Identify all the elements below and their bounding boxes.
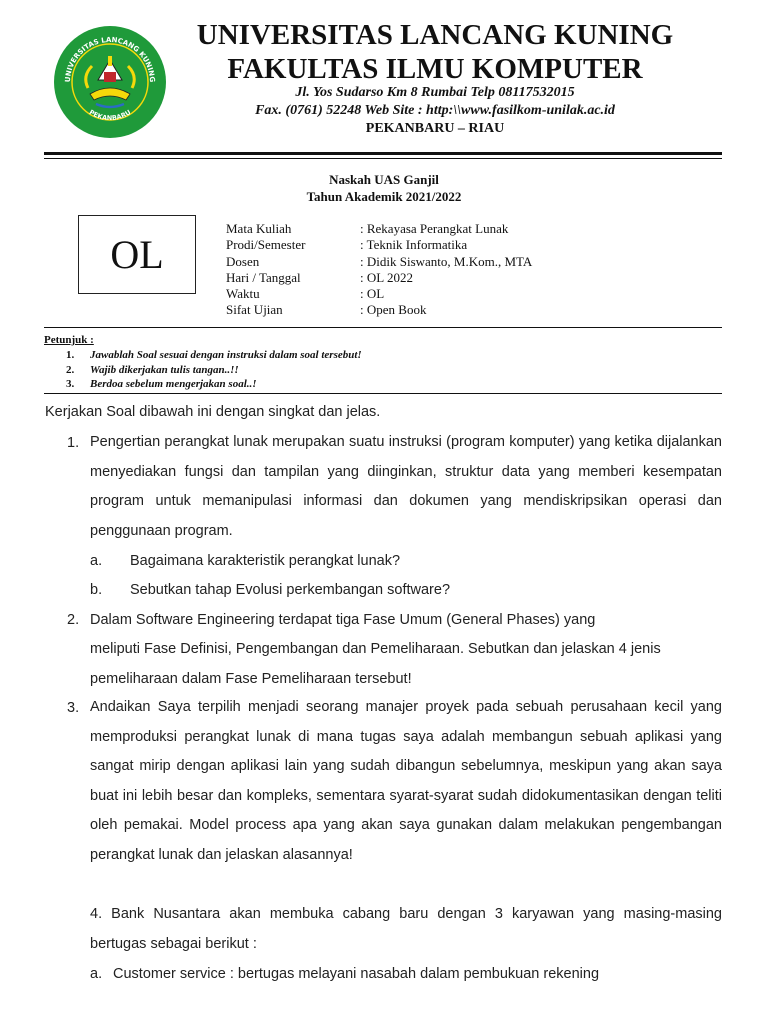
- info-label: Sifat Ujian: [226, 302, 283, 317]
- question-number: 1.: [67, 435, 80, 451]
- info-value: : OL 2022: [360, 270, 413, 285]
- info-value: : OL: [360, 286, 385, 301]
- exam-code-box: [78, 215, 196, 294]
- contact-line: Fax. (0761) 52248 Web Site : http:\\www.fasilkom-unilak.ac.id: [255, 103, 615, 118]
- intro-text: Kerjakan Soal dibawah ini dengan singkat dan jelas.: [45, 404, 381, 420]
- sub-question-text: Customer service : bertugas melayani nasabah dalam pembukuan rekening: [113, 966, 600, 982]
- instruction-item: [66, 364, 239, 376]
- sub-question-text: Bagaimana karakteristik perangkat lunak?: [130, 553, 401, 569]
- instruction-text: Berdoa sebelum mengerjakan soal..!: [90, 378, 257, 390]
- info-label: Prodi/Semester: [226, 237, 306, 252]
- info-value: : Teknik Informatika: [360, 237, 468, 252]
- address-line: Jl. Yos Sudarso Km 8 Rumbai Telp 08117532015: [295, 85, 575, 100]
- info-value: : Didik Siswanto, M.Kom., MTA: [360, 254, 533, 269]
- question-2-line: pemeliharaan dalam Fase Pemeliharaan tersebut!: [90, 671, 412, 687]
- header-divider-thin: [44, 158, 722, 159]
- question-4-text: 4. Bank Nusantara akan membuka cabang baru dengan 3 karyawan yang masing-masing bertugas sebagai berikut :: [90, 906, 722, 952]
- info-value: : Rekayasa Perangkat Lunak: [360, 221, 509, 236]
- logo-bottom-text: PEKANBARU: [87, 108, 133, 123]
- section-divider: [44, 393, 722, 394]
- question-1-text: Pengertian perangkat lunak merupakan suatu instruksi (program komputer) yang ketika dijalankan menyediakan fungsi dan tampilan yang diinginkan, struktur data yang memberi kesempatan program untuk memanipulasi informasi dan dokumen yang mendiskripsikan operasi dan penggunaan program.: [90, 434, 722, 539]
- info-label: Hari / Tanggal: [226, 270, 301, 285]
- instruction-text: Wajib dikerjakan tulis tangan..!!: [90, 364, 239, 376]
- instruction-number: 3.: [66, 378, 75, 390]
- sub-question-text: Sebutkan tahap Evolusi perkembangan software?: [130, 582, 451, 598]
- logo-top-text: UNIVERSITAS LANCANG KUNING: [63, 35, 157, 83]
- question-number: 3.: [67, 700, 80, 716]
- exam-year: Tahun Akademik 2021/2022: [306, 189, 462, 204]
- info-value: : Open Book: [360, 302, 427, 317]
- section-divider: [44, 327, 722, 328]
- sub-question-letter: b.: [90, 582, 103, 598]
- info-label: Mata Kuliah: [226, 221, 292, 236]
- instruction-item: [66, 349, 362, 361]
- question-2-line: meliputi Fase Definisi, Pengembangan dan Pemeliharaan. Sebutkan dan jelaskan 4 jenis: [90, 641, 661, 657]
- instruction-number: 1.: [66, 349, 75, 361]
- info-label: Waktu: [226, 286, 260, 301]
- header-divider-thick: [44, 152, 722, 155]
- question-3-text: Andaikan Saya terpilih menjadi seorang manajer proyek pada sebuah perusahaan kecil yang memproduksi perangkat lunak di mana tugas saya adalah membangun sebuah aplikasi yang sangat mirip dengan aplikasi lain yang sudah dibangun sebelumnya, meskipun yang akan saya buat ini lebih besar dan kompleks, sementara syarat-syarat sudah didokumentasikan dengan teliti oleh pemakai. Model process apa yang akan saya gunakan dalam melakukan pengembangan perangkat lunak dan jelaskan alasannya!: [90, 699, 722, 863]
- sub-question-letter: a.: [90, 966, 103, 982]
- info-label: Dosen: [226, 254, 260, 269]
- sub-question-letter: a.: [90, 553, 103, 569]
- question-2-line: Dalam Software Engineering terdapat tiga Fase Umum (General Phases) yang: [90, 612, 596, 628]
- instruction-item: [66, 378, 257, 390]
- instructions-title: Petunjuk :: [44, 334, 94, 346]
- instruction-number: 2.: [66, 364, 75, 376]
- city-line: PEKANBARU – RIAU: [365, 121, 505, 136]
- instruction-text: Jawablah Soal sesuai dengan instruksi dalam soal tersebut!: [90, 349, 362, 361]
- exam-title: Naskah UAS Ganjil: [329, 172, 439, 187]
- faculty-name: FAKULTAS ILMU KOMPUTER: [227, 53, 643, 85]
- exam-code: OL: [110, 232, 164, 277]
- university-name: UNIVERSITAS LANCANG KUNING: [196, 19, 674, 51]
- question-number: 2.: [67, 612, 80, 628]
